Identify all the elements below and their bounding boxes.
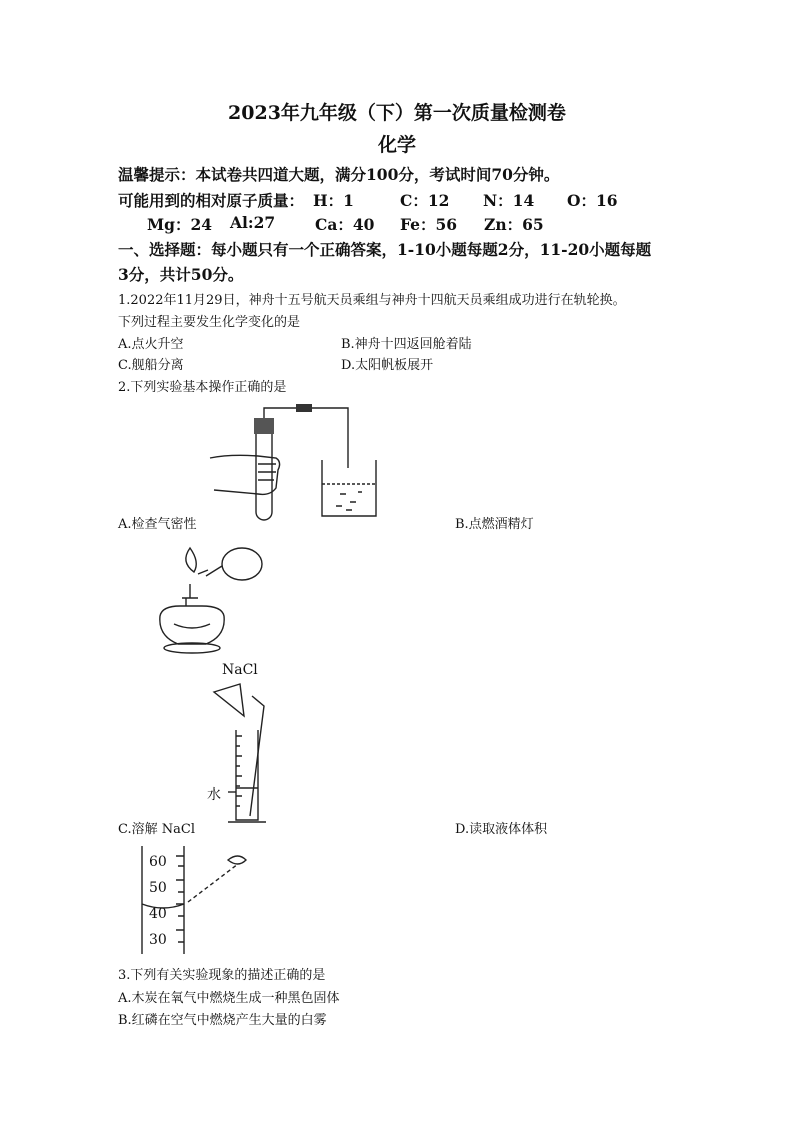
- tips: 温馨提示：本试卷共四道大题，满分100分，考试时间70分钟。: [118, 165, 560, 184]
- section-1-heading: 一、选择题：每小题只有一个正确答案，1-10小题每题2分，11-20小题每题: [118, 240, 652, 259]
- tick-label-30: 30: [149, 932, 167, 948]
- mass-item: Ca：40: [315, 215, 375, 234]
- masses-row-2: [0, 213, 794, 233]
- masses-label: 可能用到的相对原子质量：: [118, 191, 305, 210]
- q2-option-a[interactable]: A.检查气密性: [118, 517, 197, 532]
- paper-subject: 化学: [377, 134, 416, 156]
- tilted-lamp-wick: [198, 566, 222, 576]
- figure-label-nacl: NaCl: [222, 662, 258, 678]
- mass-item: Fe：56: [400, 215, 458, 234]
- q2-option-c[interactable]: C.溶解 NaCl: [118, 822, 195, 837]
- beaker: [322, 460, 376, 516]
- q2-option-d[interactable]: D.读取液体体积: [455, 822, 548, 837]
- tilted-lamp: [222, 548, 262, 580]
- lamp-liquid: [174, 624, 210, 628]
- tick-label-40: 40: [149, 906, 167, 922]
- weighing-paper: [214, 684, 244, 716]
- figure-alcohol-lamp: [150, 536, 270, 658]
- hand: [210, 455, 280, 494]
- figure-dissolve-nacl: [206, 676, 286, 828]
- rubber-stopper: [254, 418, 274, 434]
- masses-row-1: [0, 189, 794, 209]
- glass-rod: [250, 696, 264, 816]
- test-tube: [256, 422, 272, 520]
- section-1-heading-cont: 3分，共计50分。: [118, 265, 244, 284]
- q2-option-b[interactable]: B.点燃酒精灯: [455, 517, 534, 532]
- cylinder-marks: [236, 736, 242, 806]
- tick-label-60: 60: [149, 854, 167, 870]
- mass-item: Zn：65: [484, 215, 544, 234]
- mass-item: O：16: [567, 191, 618, 210]
- mass-item: C：12: [400, 191, 450, 210]
- sight-line: [188, 864, 238, 902]
- tick-label-50: 50: [149, 880, 167, 896]
- figure-label-water: 水: [207, 787, 221, 803]
- q2-stem: 2.下列实验基本操作正确的是: [118, 380, 287, 395]
- q1-option-a[interactable]: A.点火升空: [118, 337, 184, 352]
- paper-title: 2023年九年级（下）第一次质量检测卷: [228, 102, 566, 124]
- mass-item: N：14: [483, 191, 535, 210]
- figure-airtightness-check: [200, 398, 400, 524]
- q1-option-d[interactable]: D.太阳帆板展开: [341, 358, 434, 373]
- hand-fingers: [258, 464, 276, 480]
- q3-option-b[interactable]: B.红磷在空气中燃烧产生大量的白雾: [118, 1013, 327, 1028]
- q3-stem: 3.下列有关实验现象的描述正确的是: [118, 968, 326, 983]
- lamp-body: [160, 606, 224, 644]
- mass-item: Mg：24: [147, 215, 213, 234]
- q3-option-a[interactable]: A.木炭在氧气中燃烧生成一种黑色固体: [118, 991, 340, 1006]
- q1-option-b[interactable]: B.神舟十四返回舱着陆: [341, 337, 472, 352]
- tube-connector: [296, 404, 312, 412]
- q1-option-c[interactable]: C.舰船分离: [118, 358, 184, 373]
- water-ripples: [336, 492, 362, 510]
- lamp-neck: [182, 584, 198, 606]
- q1-stem-cont: 下列过程主要发生化学变化的是: [118, 315, 301, 330]
- mass-item: Al:27: [230, 213, 276, 232]
- eye-icon: [228, 856, 246, 864]
- cylinder-scale-marks: [176, 856, 184, 942]
- flame: [186, 548, 196, 572]
- mass-item: H：1: [313, 191, 354, 210]
- q1-stem: 1.2022年11月29日，神舟十五号航天员乘组与神舟十四航天员乘组成功进行在轨轮换。: [118, 293, 626, 308]
